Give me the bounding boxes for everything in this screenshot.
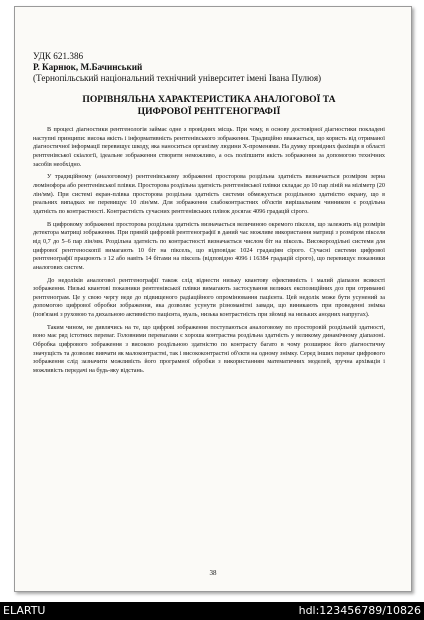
authors: Р. Карнюк, М.Бачинський — [33, 62, 143, 72]
udk-code: УДК 621.386 — [33, 51, 84, 61]
paragraph: У традиційному (аналоговому) рентгенівському зображенні просторова роздільна здатність визначається розміром зерна люмінофора або рентгенівської плівки. Просторова роздільна здатність рентгенівської плівки складає до 10 пар ліній на міліметр (20 лін/мм). При системі екран-плівка просторова роздільна здатність системи обмежується роздільною здатністю екрану, що в реальних випадках не перевищує 10 лін/мм. Для зображення слабоконтрастних об'єктів вирішальним чинником є роздільна здатність по контрастності. Контрастність сучасних рентгенівських плівок досягає 4096 градацій сірого. — [33, 173, 385, 215]
footer-bar — [0, 602, 424, 620]
document-content — [33, 51, 385, 380]
paragraph: До недоліків аналогової рентгенографії також слід віднести низьку квантову ефективність і малий діапазон всякості зображення. Низькі квантові показники рентгенівської плівки вимагають застосування великих експозиційних доз при отриманні рентгенограм. Це у свою чергу веде до підвищеного радіаційного опромінювання пацієнта. Цей недолік може бути усунений за допомогою цифрової обробки зображення, яка дозволяє усунути різноманітні завади, що виникають при проведенні знімка (пов'язані з руховою та дихальною активністю пацієнта, вуаль, низька контрастність при зйомці на низьких анодних напругах). — [33, 276, 385, 319]
page-number: 38 — [209, 569, 217, 577]
paragraph: Таким чином, не дивлячись на те, що цифрові зображення поступаються аналоговому по просторовій роздільній здатності, воно має ряд істотних переваг. Головними перевагами є хороша контрастна роздільна здатність у великому динамічному діапазоні. Обробка цифрового зображення з високою роздільною здатністю по контрасту багато в чому розширює його діагностичну значущість та дозволяє вивчати як малоконтрастні, так і висококонтрастні об'єкти на одному знімку. Серед інших переваг цифрового зображення слід зазначити можливість його програмної обробки з використанням математичних моделей, зручна архівація і можливість передачі на будь-яку відстань. — [33, 323, 385, 375]
paragraph: В цифровому зображенні просторова роздільна здатність визначається величиною окремого пікселя, що залежить від розмірів детектора матриці зображення. При прямій цифровій рентгенографії в даний час можливе використання матриці з розміром пікселя від 0,7 до 5–6 пар лін/мм. Роздільна здатність по контрастності визначається числом біт на піксель. Високороздільні системи для цифрової рентгеноскопії вимагають 10 біт на піксель, що відповідає 1024 градаціям сірого. Сучасні системи цифрової рентгенографії працюють з 12 або навіть 14 бітами на піксель (відповідно 4096 і 16384 градацій сірого), що перевищує показники аналогових систем. — [33, 220, 385, 271]
document-page — [14, 6, 412, 592]
repository-name: ELARTU — [3, 604, 46, 617]
body-text — [33, 126, 385, 376]
handle-id: hdl:123456789/10826 — [298, 604, 421, 617]
paper-title: ПОРІВНЯЛЬНА ХАРАКТЕРИСТИКА АНАЛОГОВОЇ ТА ЦИФРОВОЇ РЕНТГЕНОГРАФІЇ — [82, 94, 336, 117]
affiliation: (Тернопільський національний технічний університет імені Івана Пулюя) — [33, 73, 322, 83]
paragraph: В процесі діагностики рентгенологія займає одне з провідних місць. При чому, в основу достовірної діагностики покладені наступні принципи: висока якість і інформативність рентгенівського зображення. Традиційно вважається, що користь від отриманої діагностичної інформації перевищує шкоду, яка наноситься організму людини X-променями. На думку провідних фахівців в області рентгенівської скіалогії, ідеальне зображення створити неможливо, а ось поліпшити якість зображення за допомогою технічних засобів необхідно. — [33, 126, 385, 168]
